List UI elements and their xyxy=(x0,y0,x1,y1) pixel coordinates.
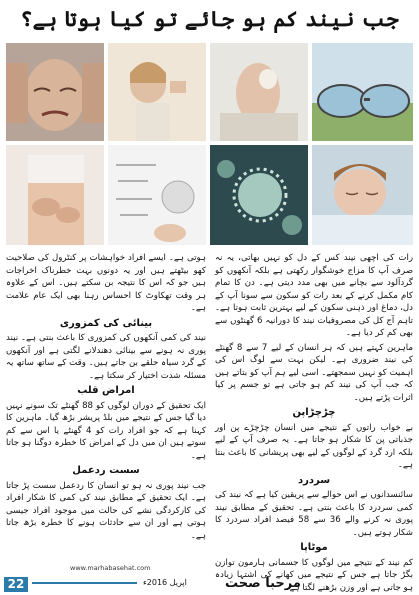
section-heading: سست ردعمل xyxy=(72,465,140,476)
stomach-pain-photo xyxy=(6,145,104,245)
paragraph: کم نیند کے نتیجے میں لوگوں کا جسمانی ہارمون توازن بگڑ جاتا ہے جس کے نتیجے میں کھانے کی اشتہا زیادہ ہو جاتی ہے اور وزن بڑھنے لگتا ہے۔ xyxy=(215,557,413,593)
headache-man-photo xyxy=(6,43,104,141)
tired-woman-photo xyxy=(108,43,206,141)
paragraph: جب نیند پوری نہ ہو تو انسان کا ردعمل سست پڑ جاتا ہے۔ ایک تحقیق کے مطابق نیند کی کمی کا شکار افراد کی کارکردگی نشے کی حالت میں موجود افراد جیسی ہوتی ہے اور ان سے حادثات ہونے کا خطرہ بڑھ جاتا ہے۔ xyxy=(6,480,206,541)
footer-rule xyxy=(32,582,137,584)
sleeping-boy-photo xyxy=(312,145,413,245)
magazine-logo: مرحبا صحت xyxy=(225,576,301,591)
issue-date: اپریل 2016ء xyxy=(143,578,187,587)
article-column-left xyxy=(6,252,206,555)
hands-eating-photo xyxy=(210,43,308,141)
paragraph: ماہرین کہتے ہیں کہ ہر انسان کے لیے 7 سے 8 گھنٹے کی نیند ضروری ہے۔ لیکن بہت سے لوگ اس کی اہمیت کو نہیں سمجھتے۔ اسی لیے ہم آپ کو بتاتے ہیں کہ جب آپ کی نیند کم ہو جاتی ہے تو جسم پر کیا اثرات پڑتے ہیں۔ xyxy=(215,342,413,403)
section-heading: چڑچڑاپن xyxy=(292,407,336,418)
section-heading: موٹاپا xyxy=(300,542,328,553)
section-heading: امراض قلب xyxy=(77,385,135,396)
page-number: 22 xyxy=(4,577,28,592)
paragraph: ایک تحقیق کے دوران لوگوں کو 88 گھنٹے تک سونے نہیں دیا گیا جس کے نتیجے میں بلڈ پریشر بڑھ گیا۔ ماہرین کا کہنا ہے کہ جو افراد رات کو 4 گھنٹے یا اس سے کم سوتے ہیں ان میں دل کے امراض کا خطرہ دوگنا ہو جاتا ہے۔ xyxy=(6,400,206,461)
virus-cells-photo xyxy=(210,145,308,245)
website-url: www.marhabasehat.com xyxy=(70,564,151,572)
section-heading: بینائی کی کمزوری xyxy=(59,317,153,329)
paragraph: نیند کی کمی آنکھوں کی کمزوری کا باعث بنتی ہے۔ نیند پوری نہ ہونے سے بینائی دھندلانے لگتی ہے اور آنکھوں کے گرد سیاہ حلقے بن جاتے ہیں۔ وقت کے ساتھ ساتھ یہ مسئلہ شدت اختیار کر سکتا ہے۔ xyxy=(6,333,206,381)
section-heading: سردرد xyxy=(297,474,331,486)
page-footer xyxy=(0,564,419,595)
paragraph: سائنسدانوں نے اس حوالے سے پریقین کیا ہے کہ نیند کی کمی سردرد کا باعث بنتی ہے۔ تحقیق کے مطابق نیند پوری نہ کرنے والے 36 سے 58 فیصد افراد سردرد کا شکار ہوتے ہیں۔ xyxy=(215,490,414,538)
intro-paragraph: رات کی اچھی نیند کس کے دل کو نہیں بھاتی، یہ نہ صرف آپ کا مزاج خوشگوار رکھتی ہے بلکہ آنکھوں کو گردآلود سے بچانے میں بھی مدد دیتی ہے۔ دن کا تمام کام مکمل کرنے کے بعد رات کو سکون سے سونا آپ کے دل، دماغ اور ذہنی سکون کے لیے بہترین ثابت ہوتا ہے۔ تاہم آج کل کی مصروفیات نیند کا دورانیہ 6 گھنٹوں سے بھی کم کر دیا ہے۔ xyxy=(215,253,413,338)
paragraph: ہوتی ہے۔ ایسے افراد خواہشات پر کنٹرول کی صلاحیت کھو بیٹھتے ہیں اور یہ دونوں بہت خطرناک اخراجات ہیں جو کہ اس کا نتیجہ بن سکتے ہیں۔ اس کے علاوہ ہر وقت تھکاوٹ کا احساس رہنا بھی ایک عام علامت ہے۔ xyxy=(6,253,206,313)
blurry-vision-glasses-photo xyxy=(312,43,413,141)
chalkboard-formulas-photo xyxy=(108,145,206,245)
paragraph: بے خواب راتوں کے نتیجے میں انسان چڑچڑے پن اور جذباتی پن کا شکار ہو جاتا ہے۔ یہ صرف آپ کے لیے بلکہ ارد گرد کے لوگوں کے لیے بھی پریشانی کا باعث بنتا ہے۔ xyxy=(215,422,413,470)
article-title: جب نیند کم ہو جائے تو کیا ہوتا ہے؟ xyxy=(20,6,399,31)
